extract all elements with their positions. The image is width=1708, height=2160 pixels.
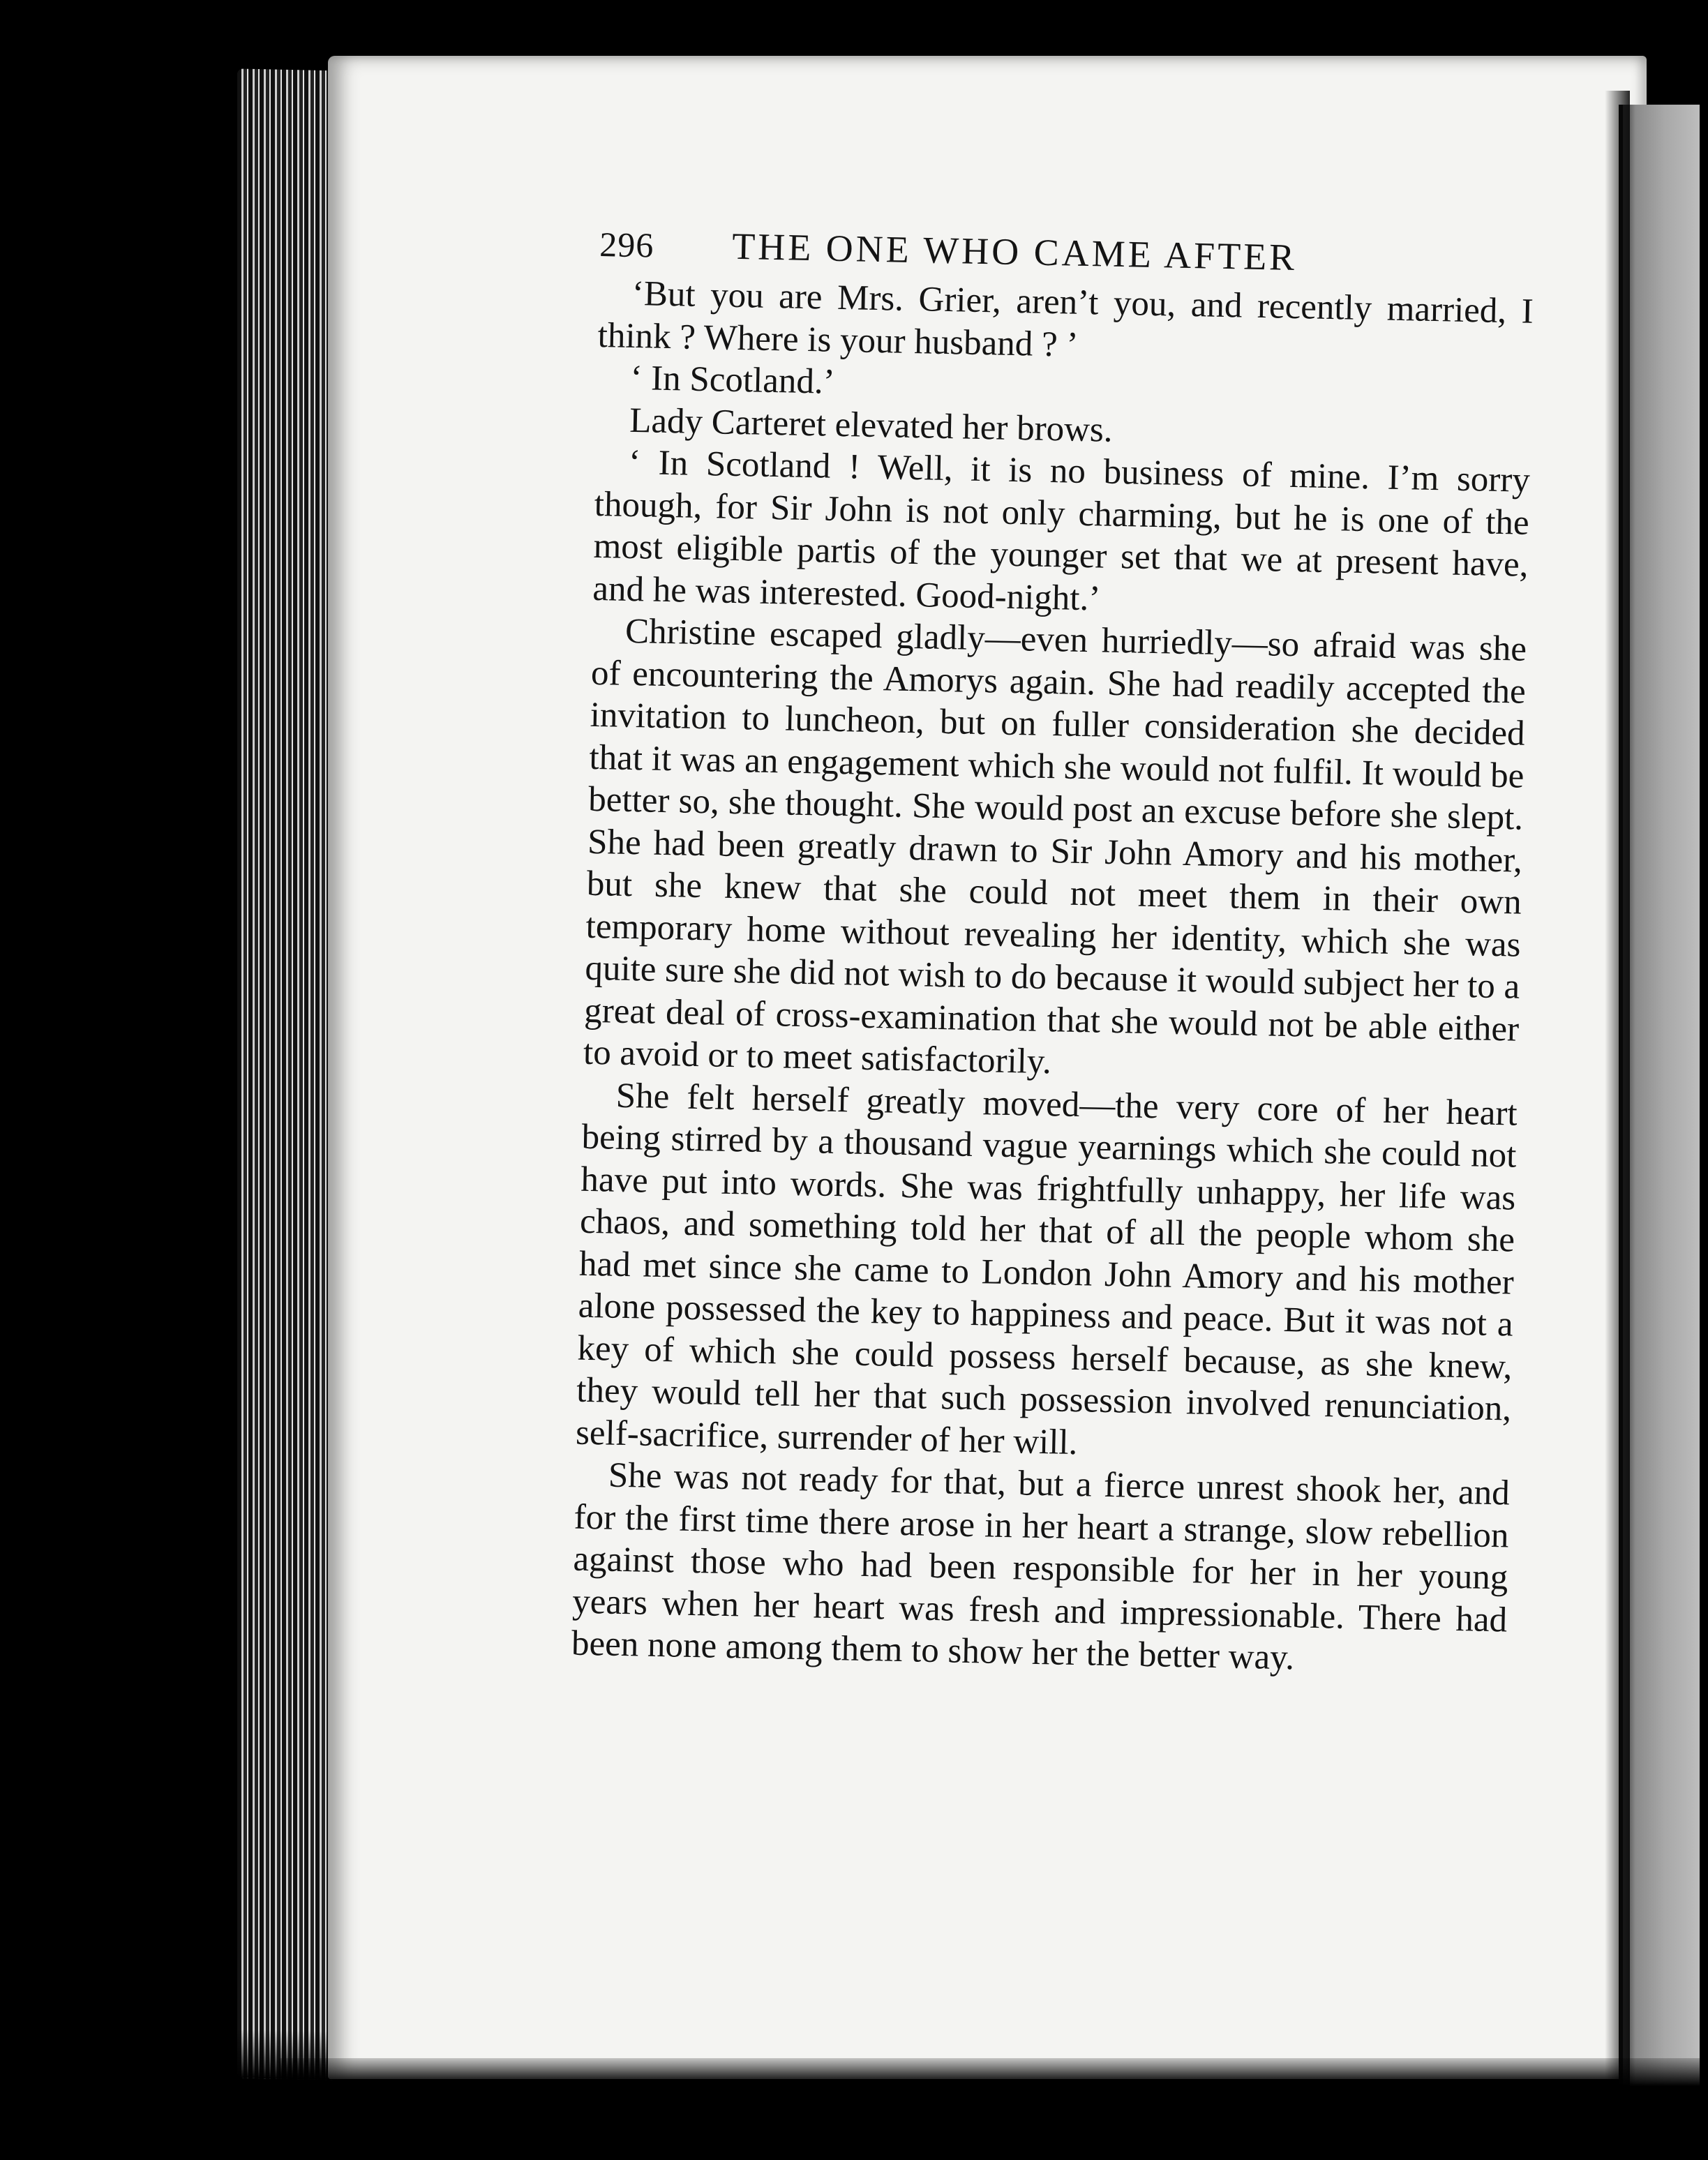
paragraph-4: ‘ In Scotland ! Well, it is no business of mine. I’m sorry though, for Sir John is not only charming, but he is one of the most eligible partis of the younger set that we at present have, and he was interested. Good-night.’ [592,442,1531,618]
paragraph-5: Christine escaped gladly—even hurriedly—so afraid was she of encountering the Amorys again. She had readily accepted the invitation to luncheon, but on fuller consideration she decided that it was an engagement which she would not fulfil. It would be better so, she thought. She would post an excuse before she slept. She had been greatly drawn to Sir John Amory and his mother, but she knew that she could not meet them in their own temporary home without revealing her identity, which she was quite sure she did not wish to do because it would subject her to a great deal of cross-examination that she would not be able either to avoid or to meet satisfactorily. [583,611,1527,1082]
paragraph-3: Lady Carteret elevated her brows. [629,400,1114,450]
book-page-edges [237,68,342,2080]
bottom-shadow [279,2058,1708,2086]
paragraph-2: ‘ In Scotland.’ [629,358,836,402]
paragraph-7: She was not ready for that, but a fierce unrest shook her, and for the first time there arose in her heart a strange, slow rebellion against those who had been responsible for her in her young years when her heart was fresh and impressionable. There had been none among them to show her the better way. [571,1455,1511,1678]
facing-page-edge [1619,105,1700,2086]
gutter-shadow [1605,91,1630,2086]
paragraph-1: ‘But you are Mrs. Grier, aren’t you, and recently married, I think ? Where is your husband ? ’ [597,273,1534,365]
paragraph-6: She felt herself greatly moved—the very core of her heart being stirred by a thousand vague yearnings which she could not have put into words. She was frightfully unhappy, her life was chaos, and something told her that of all the people whom she had met since she came to London John Amory and his mother alone possessed the key to happiness and peace. But it was not a key of which she could possess herself because, as she knew, they would tell her that such possession involved renunciation, self-sacrifice, surrender of her will. [575,1076,1518,1462]
running-title: THE ONE WHO CAME AFTER [731,225,1298,279]
page-text-block [571,222,1534,1683]
page-number: 296 [599,224,654,265]
